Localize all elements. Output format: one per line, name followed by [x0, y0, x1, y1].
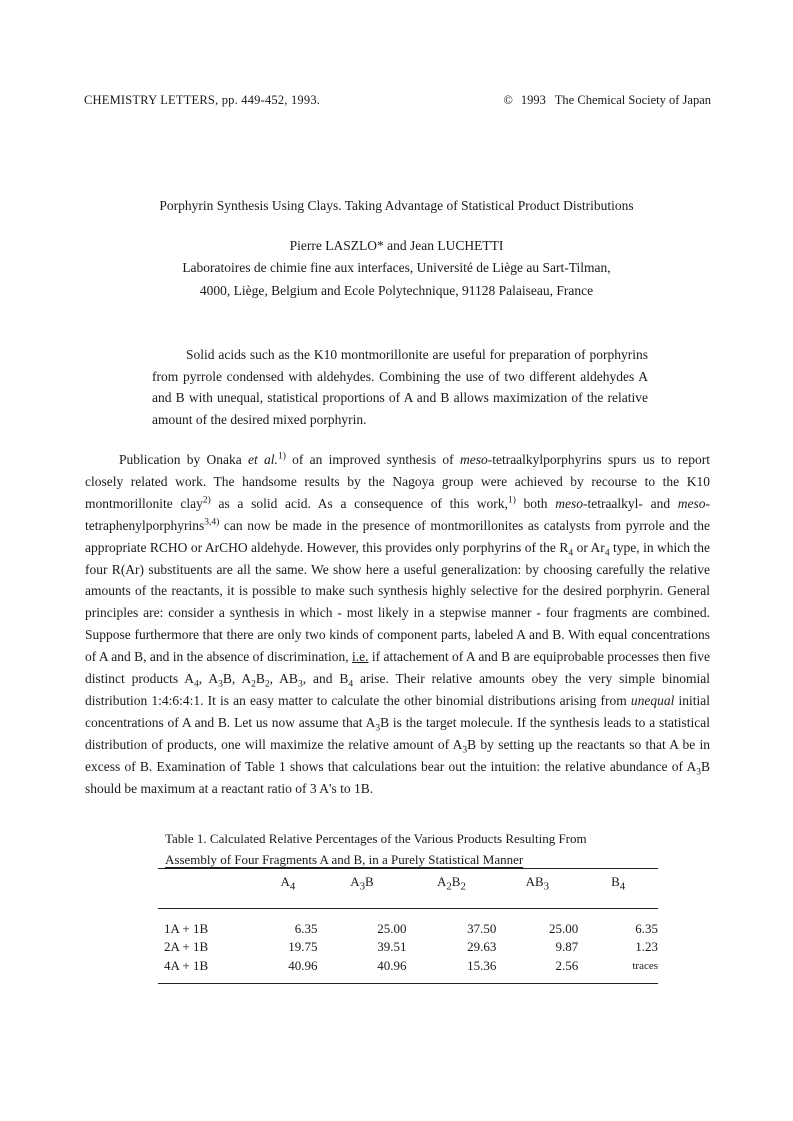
table-row	[158, 908, 658, 937]
header-a4: $A_4$	[280, 874, 296, 893]
table-cell: 9.87	[555, 939, 579, 954]
table-cell: 15.36	[467, 957, 497, 973]
journal-citation: CHEMISTRY LETTERS, pp. 449-452, 1993.	[84, 93, 321, 107]
table-row	[158, 937, 658, 958]
body-paragraph: Publication by Onaka et al.$^{1)}$ of an improved synthesis of meso-tetraalkylporphyrins spurs us to report closely related work. The handsome results by the Nagoya group were achieved by recourse to the K10 montmorillonite clay$^{2)}$ as a solid acid. As a consequence of this work,$^{1)}$ both meso-tetraalkyl- and meso-tetraphenylporphyrins$^{3,4)}$ can now be made in the presence of montmorillonites as catalysts from pyrrole and the appropriate RCHO or ArCHO aldehyde. However, this provides only porphyrins of the $R_4$ or $Ar_4$ type, in which the four R(Ar) substituents are all the same. We show here a useful generalization: by choosing carefully the relative amounts of the reactants, it is possible to make such synthesis highly selective for the desired porphyrin. General principles are: consider a synthesis in which - most likely in a stepwise manner - four fragments are combined. Suppose furthermore that there are only two kinds of component parts, labeled A and B. With equal concentrations of A and B, and in the absence of discrimination, i.e. if attachement of A and B are equiprobable processes then five distinct products $A_4$, $A_3B$, $A_2B_2$, $AB_3$, and $B_4$ arise. Their relative amounts obey the very simple binomial distribution 1:4:6:4:1. It is an easy matter to calculate the other binomial distributions arising from unequal initial concentrations of A and B. Let us now assume that $A_3B$ is the target molecule. If the synthesis leads to a statistical distribution of products, one will maximize the relative amount of $A_3B$ by setting up the reactants so that A be in excess of B. Examination of Table 1 shows that calculations bear out the intuition: the relative abundance of $A_3B$ should be maximum at a reactant ratio of 3 A's to 1B.	[85, 451, 711, 796]
publisher-name: The Chemical Society of Japan	[554, 93, 711, 107]
paper-title: Porphyrin Synthesis Using Clays. Taking Advantage of Statistical Product Distributions	[159, 198, 634, 213]
table-caption	[165, 828, 665, 870]
row-label: 2A + 1B	[164, 939, 209, 954]
table-row	[158, 958, 658, 984]
row-label: 4A + 1B	[164, 957, 209, 973]
table-cell: 25.00	[548, 920, 579, 936]
results-table	[158, 868, 658, 984]
row-label: 1A + 1B	[164, 920, 209, 936]
table-cell: 6.35	[294, 920, 318, 936]
affiliation-line-1: Laboratoires de chimie fine aux interfaces, Université de Liège au Sart-Tilman,	[182, 260, 611, 275]
table-cell: 29.63	[467, 939, 497, 954]
table-caption-line-1: Table 1. Calculated Relative Percentages of the Various Products Resulting From	[165, 831, 587, 846]
abstract: Solid acids such as the K10 montmorillonite are useful for preparation of porphyrins from pyrrole condensed with aldehydes. Combining the use of two different aldehydes A and B with unequal, statistical proportions of A and B allows maximization of the relative amount of the desired mixed porphyrin.	[152, 347, 648, 428]
table-cell: 25.00	[377, 920, 407, 936]
table-caption-line-2: Assembly of Four Fragments A and B, in a Purely Statistical Manner	[165, 852, 524, 867]
table-cell: 1.23	[635, 939, 658, 954]
table-cell: 40.96	[288, 957, 318, 973]
table-header-row	[158, 868, 658, 908]
author-list: Pierre LASZLO* and Jean LUCHETTI	[289, 238, 504, 253]
table-cell: 6.35	[635, 920, 658, 936]
copyright-notice	[503, 93, 711, 108]
copyright-year: 1993	[520, 93, 546, 107]
header-a3b: $A_3B$	[350, 874, 374, 893]
table-cell: 19.75	[288, 939, 318, 954]
header-b4: $B_4$	[611, 874, 626, 893]
header-a2b2: $A_2B_2$	[436, 874, 466, 893]
table-cell: 39.51	[377, 939, 407, 954]
header-blank	[158, 868, 258, 908]
header-ab3: $AB_3$	[525, 874, 550, 893]
table-cell: 40.96	[377, 957, 407, 973]
table-cell: 37.50	[467, 920, 497, 936]
affiliation-line-2: 4000, Liège, Belgium and Ecole Polytechnique, 91128 Palaiseau, France	[199, 283, 594, 298]
table-cell: traces	[632, 959, 658, 972]
copyright-symbol: ©	[503, 93, 513, 107]
table-cell: 2.56	[555, 957, 579, 973]
